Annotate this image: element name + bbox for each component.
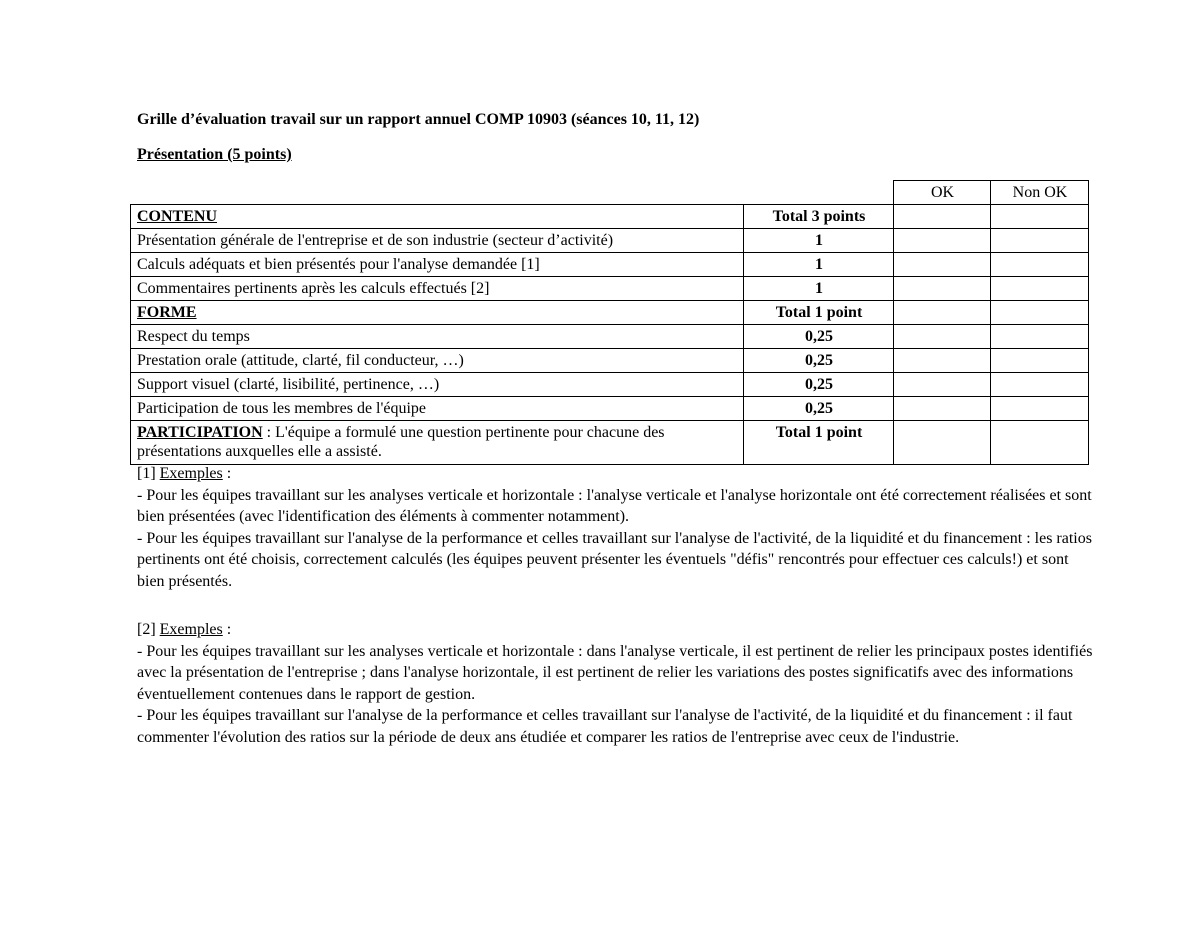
document-title: Grille d’évaluation travail sur un rapport annuel COMP 10903 (séances 10, 11, 12) — [137, 111, 700, 128]
criterion-label: Calculs adéquats et bien présentés pour l'analyse demandée [1] — [131, 253, 744, 277]
footnote-item: - Pour les équipes travaillant sur les analyses verticale et horizontale : dans l'analyse verticale, il est pertinent de relier les principaux postes identifiés avec la présentation de l'entreprise ; dans l'analyse horizontale, il est pertinent de relier les variations des postes significatifs avec des informations éventuellement contenues dans le rapport de gestion. — [137, 642, 1093, 703]
participation-total: Total 1 point — [744, 421, 894, 465]
non-ok-column-header: Non OK — [991, 181, 1089, 205]
footnote-colon: : — [222, 465, 232, 482]
criterion-label: Prestation orale (attitude, clarté, fil conducteur, …) — [131, 349, 744, 373]
participation-text: : L'équipe a formulé une question pertinente pour chacune des présentations auxquelles elle a assisté. — [137, 424, 665, 460]
ok-cell[interactable] — [894, 253, 991, 277]
non-ok-cell[interactable] — [991, 229, 1089, 253]
ok-cell[interactable] — [894, 229, 991, 253]
criterion-points: 0,25 — [744, 373, 894, 397]
ok-cell[interactable] — [894, 373, 991, 397]
footnote-ref: [1] — [137, 465, 160, 482]
ok-cell[interactable] — [894, 325, 991, 349]
footnote-heading — [137, 619, 1097, 641]
footnote-colon: : — [222, 621, 232, 638]
forme-total: Total 1 point — [744, 301, 894, 325]
criterion-label: Support visuel (clarté, lisibilité, pertinence, …) — [131, 373, 744, 397]
table-row — [131, 253, 1089, 277]
criterion-label: Respect du temps — [131, 325, 744, 349]
criterion-label: Commentaires pertinents après les calculs effectués [2] — [131, 277, 744, 301]
footnote-heading-label: Exemples — [159, 465, 223, 482]
evaluation-grid — [130, 180, 1089, 465]
table-row — [131, 373, 1089, 397]
non-ok-cell[interactable] — [991, 277, 1089, 301]
table-row — [131, 229, 1089, 253]
contenu-total: Total 3 points — [744, 205, 894, 229]
ok-cell[interactable] — [894, 397, 991, 421]
table-row — [131, 349, 1089, 373]
criterion-points: 0,25 — [744, 397, 894, 421]
ok-cell[interactable] — [894, 205, 991, 229]
section-title: Présentation (5 points) — [137, 146, 292, 163]
forme-heading: FORME — [131, 301, 744, 325]
criterion-points: 1 — [744, 277, 894, 301]
criterion-points: 1 — [744, 253, 894, 277]
table-row — [131, 325, 1089, 349]
ok-cell[interactable] — [894, 421, 991, 465]
criterion-label: Participation de tous les membres de l'équipe — [131, 397, 744, 421]
table-row — [131, 397, 1089, 421]
participation-heading: PARTICIPATION — [137, 424, 263, 441]
table-row — [131, 277, 1089, 301]
footnote-item: - Pour les équipes travaillant sur l'analyse de la performance et celles travaillant sur l'analyse de l'activité, de la liquidité et du financement : les ratios pertinents ont été choisis, correctement calculés (les équipes peuvent présenter les éventuels "défis" rencontrés pour effectuer ces calculs!) et sont bien présentés. — [137, 529, 1092, 590]
criterion-points: 0,25 — [744, 325, 894, 349]
criterion-label: Présentation générale de l'entreprise et de son industrie (secteur d’activité) — [131, 229, 744, 253]
footnote-item: - Pour les équipes travaillant sur l'analyse de la performance et celles travaillant sur l'analyse de l'activité, de la liquidité et du financement : il faut commenter l'évolution des ratios sur la période de deux ans étudiée et comparer les ratios de l'entreprise avec ceux de l'industrie. — [137, 707, 1073, 746]
footnote-item: - Pour les équipes travaillant sur les analyses verticale et horizontale : l'analyse verticale et l'analyse horizontale ont été correctement réalisées et sont bien présentées (avec l'identification des éléments à commenter notamment). — [137, 486, 1092, 525]
footnote-1 — [137, 463, 1097, 592]
non-ok-cell[interactable] — [991, 397, 1089, 421]
participation-row — [131, 421, 1089, 465]
participation-cell — [131, 421, 744, 465]
non-ok-cell[interactable] — [991, 253, 1089, 277]
grid-header-blank — [744, 181, 894, 205]
ok-column-header: OK — [894, 181, 991, 205]
non-ok-cell[interactable] — [991, 349, 1089, 373]
forme-heading-row — [131, 301, 1089, 325]
footnote-heading-label: Exemples — [159, 621, 223, 638]
ok-cell[interactable] — [894, 277, 991, 301]
non-ok-cell[interactable] — [991, 301, 1089, 325]
footnote-2 — [137, 619, 1097, 748]
footnote-heading — [137, 463, 1097, 485]
grid-header-row — [131, 181, 1089, 205]
contenu-heading-row — [131, 205, 1089, 229]
criterion-points: 1 — [744, 229, 894, 253]
footnote-ref: [2] — [137, 621, 160, 638]
grid-header-blank — [131, 181, 744, 205]
non-ok-cell[interactable] — [991, 325, 1089, 349]
non-ok-cell[interactable] — [991, 421, 1089, 465]
non-ok-cell[interactable] — [991, 373, 1089, 397]
contenu-heading: CONTENU — [131, 205, 744, 229]
ok-cell[interactable] — [894, 349, 991, 373]
non-ok-cell[interactable] — [991, 205, 1089, 229]
ok-cell[interactable] — [894, 301, 991, 325]
criterion-points: 0,25 — [744, 349, 894, 373]
